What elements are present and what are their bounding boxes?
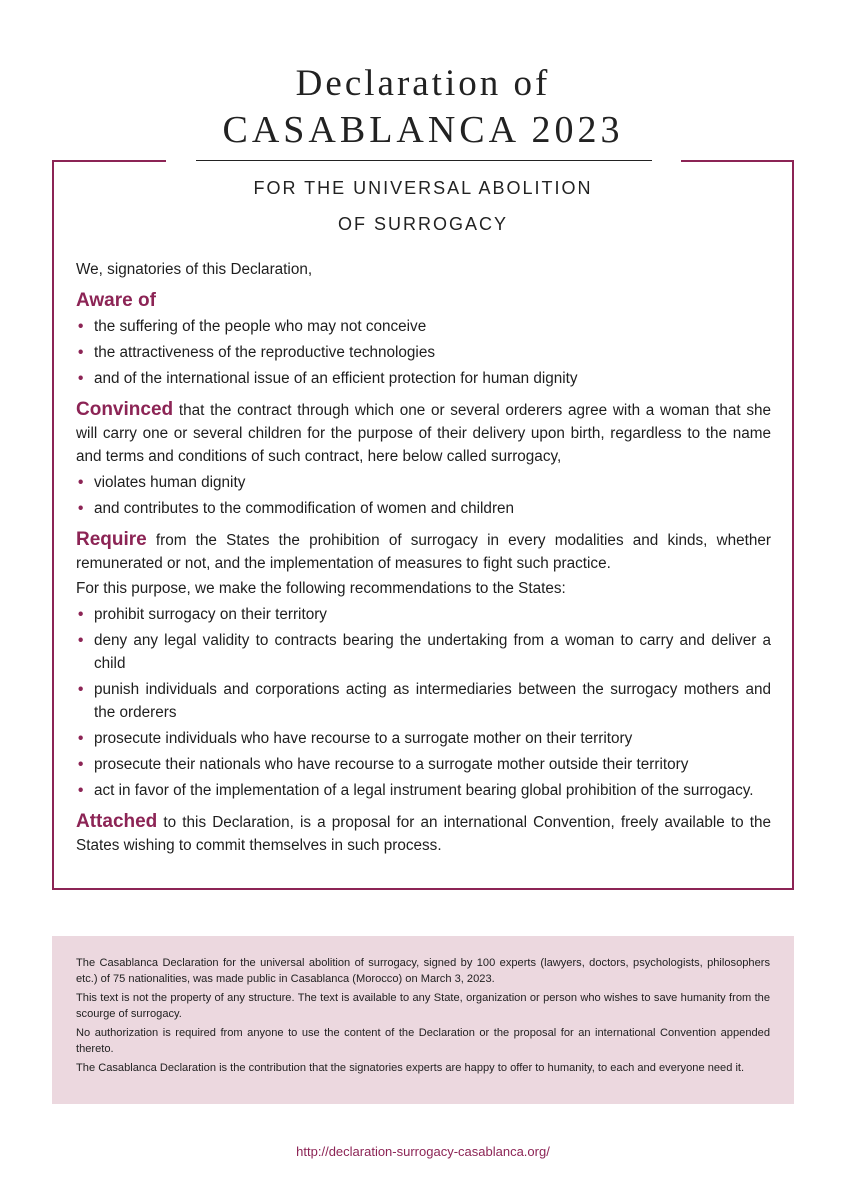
convinced-heading: Convinced: [76, 399, 174, 420]
list-item-text: the suffering of the people who may not conceive: [94, 318, 427, 335]
list-item-text: act in favor of the implementation of a legal instrument bearing global prohibition of the surrogacy.: [94, 782, 754, 799]
list-item-text: violates human dignity: [94, 474, 246, 491]
convinced-text: that the contract through which one or several orderers agree with a woman that she will carry one or several children for the purpose of their delivery upon birth, regardless to the name and terms and conditions of such contract, here below called surrogacy,: [76, 402, 771, 465]
note-paragraph: The Casablanca Declaration is the contribution that the signatories experts are happy to offer to humanity, to each and everyone need it.: [76, 1062, 745, 1074]
require-text: from the States the prohibition of surrogacy in every modalities and kinds, whether remunerated or not, and the implementation of measures to fight such practice.: [76, 532, 771, 572]
recommendations-list: [76, 603, 771, 802]
attached-text: to this Declaration, is a proposal for an international Convention, freely available to the States wishing to commit themselves in such process.: [76, 814, 771, 854]
bullet-icon: •: [78, 318, 84, 335]
list-item: [76, 727, 771, 750]
declaration-body: [76, 258, 771, 857]
subtitle-line-1: FOR THE UNIVERSAL ABOLITION: [253, 178, 593, 198]
list-item-text: the attractiveness of the reproductive technologies: [94, 344, 435, 361]
list-item-text: and contributes to the commodification of women and children: [94, 500, 515, 517]
attached-heading: Attached: [76, 811, 158, 832]
list-item-text: and of the international issue of an efficient protection for human dignity: [94, 370, 578, 387]
bullet-icon: •: [78, 681, 84, 698]
list-item: [76, 315, 771, 338]
require-paragraph: [76, 528, 771, 575]
list-item: [76, 497, 771, 520]
bullet-icon: •: [78, 756, 84, 773]
subtitle-line-2: OF SURROGACY: [337, 214, 508, 234]
list-item-text: deny any legal validity to contracts bearing the undertaking from a woman to carry and deliver a child: [94, 632, 771, 672]
notes-box: [52, 936, 794, 1104]
bullet-icon: •: [78, 782, 84, 799]
bullet-icon: •: [78, 632, 84, 649]
bullet-icon: •: [78, 606, 84, 623]
aware-heading: Aware of: [76, 290, 156, 311]
list-item-text: prosecute their nationals who have recourse to a surrogate mother outside their territory: [94, 756, 689, 773]
bullet-icon: •: [78, 344, 84, 361]
frame-top-right: [681, 160, 794, 162]
convinced-list: [76, 471, 771, 520]
title-line-2: CASABLANCA 2023: [222, 109, 624, 151]
note-paragraph: The Casablanca Declaration for the universal abolition of surrogacy, signed by 100 experts (lawyers, doctors, psychologists, philosophers etc.) of 75 nationalities, was made public in Casablanca (Morocco) on March 3, 2023.: [76, 957, 770, 985]
intro-text: We, signatories of this Declaration,: [76, 261, 313, 278]
attached-paragraph: [76, 810, 771, 857]
frame-top-left: [52, 160, 166, 162]
title-rule: [196, 160, 652, 161]
bullet-icon: •: [78, 500, 84, 517]
list-item: [76, 678, 771, 724]
bullet-icon: •: [78, 474, 84, 491]
frame-bottom: [52, 888, 794, 890]
note-paragraph: This text is not the property of any structure. The text is available to any State, organization or person who wishes to save humanity from the scourge of surrogacy.: [76, 992, 770, 1020]
title-line-1: Declaration of: [295, 63, 551, 104]
list-item-text: punish individuals and corporations acting as intermediaries between the surrogacy mothers and the orderers: [94, 681, 771, 721]
purpose-text: For this purpose, we make the following recommendations to the States:: [76, 580, 566, 597]
aware-list: [76, 315, 771, 390]
require-heading: Require: [76, 529, 147, 550]
list-item: [76, 367, 771, 390]
list-item: [76, 629, 771, 675]
attached-section: [76, 810, 771, 857]
website-link[interactable]: http://declaration-surrogacy-casablanca.org/: [296, 1144, 550, 1159]
list-item: [76, 603, 771, 626]
convinced-paragraph: [76, 398, 771, 468]
list-item: [76, 779, 771, 802]
list-item-text: prohibit surrogacy on their territory: [94, 606, 327, 623]
frame-right: [792, 160, 794, 890]
note-paragraph: No authorization is required from anyone to use the content of the Declaration or the proposal for an international Convention appended thereto.: [76, 1027, 770, 1055]
list-item: [76, 341, 771, 364]
list-item-text: prosecute individuals who have recourse to a surrogate mother on their territory: [94, 730, 633, 747]
frame-left: [52, 160, 54, 890]
bullet-icon: •: [78, 730, 84, 747]
list-item: [76, 471, 771, 494]
convinced-section: [76, 398, 771, 520]
bullet-icon: •: [78, 370, 84, 387]
list-item: [76, 753, 771, 776]
require-section: [76, 528, 771, 802]
aware-section: [76, 289, 771, 390]
